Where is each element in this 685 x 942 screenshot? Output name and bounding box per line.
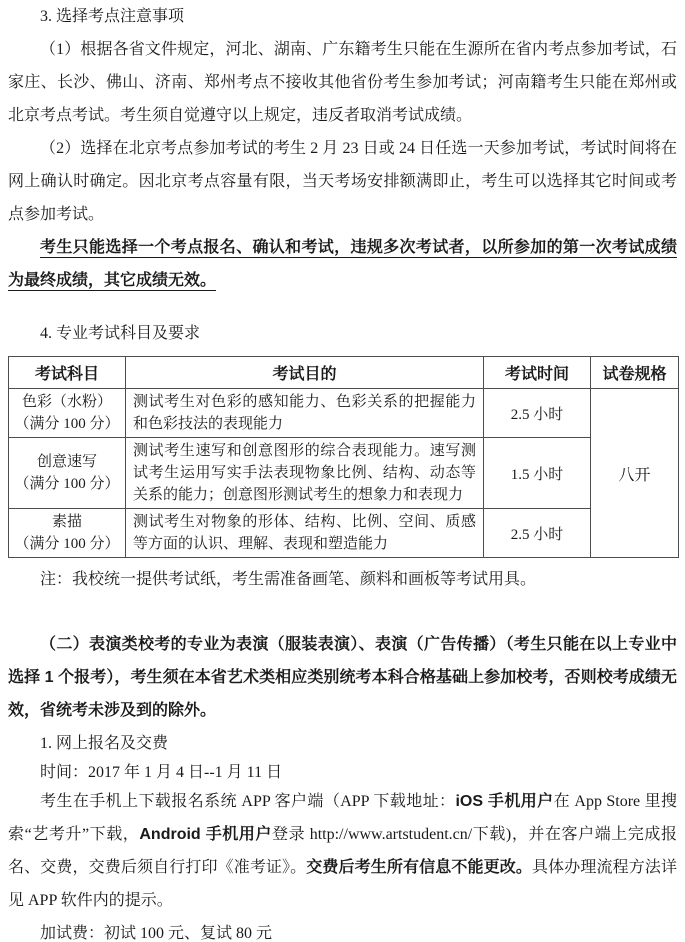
app-seg-appstore: 在 App Store 里搜索“艺考升”下载，: [8, 793, 677, 843]
subject-name: 创意速写: [36, 454, 97, 470]
purpose-cell-sketch-creative: 测试考生速写和创意图形的综合表现能力。速写测试考生运用写实手法表现物象比例、结构、动态等关系的能力；创意图形测试考生的想象力和表现力: [126, 438, 484, 509]
col-header-paper-spec: 试卷规格: [591, 357, 679, 389]
registration-heading: 1. 网上报名及交费: [40, 735, 169, 752]
app-seg-no-change-warning: 交费后考生所有信息不能更改。: [306, 859, 532, 876]
table-row-sketch-creative: [9, 438, 679, 509]
time-cell-color: 2.5 小时: [484, 389, 591, 438]
table-row-drawing: [9, 509, 679, 558]
app-seg-see-app-tips: 具体办理流程方法详见 APP 软件内的提示。: [8, 859, 677, 909]
fee-line: 加试费：初试 100 元、复试 80 元: [40, 925, 273, 942]
app-download-para: [8, 785, 677, 917]
col-header-exam-time: 考试时间: [484, 357, 591, 389]
para-province-site-rules: （1）根据各省文件规定，河北、湖南、广东籍考生只能在生源所在省内考点参加考试，石家庄、长沙、佛山、济南、郑州考点不接收其他省份考生参加考试；河南籍考生只能在郑州或北京考点考试。考生须自觉遵守以上规定，违反者取消考试成绩。: [8, 41, 677, 124]
subject-score: （满分 100 分）: [14, 416, 120, 432]
subject-cell-color: [9, 389, 126, 438]
app-seg-android-user: Android 手机用户: [139, 826, 272, 843]
subject-cell-drawing: [9, 509, 126, 558]
time-cell-sketch-creative: 1.5 小时: [484, 438, 591, 509]
col-header-exam-subject: 考试科目: [9, 357, 126, 389]
col-header-exam-purpose: 考试目的: [126, 357, 484, 389]
subject-name: 色彩（水粉）: [21, 394, 112, 410]
time-cell-drawing: 2.5 小时: [484, 509, 591, 558]
section-4-heading: 4. 专业考试科目及要求: [40, 325, 201, 342]
exam-subjects-table: [8, 356, 679, 558]
section-2-performance-para: （二）表演类校考的专业为表演（服装表演）、表演（广告传播）（考生只能在以上专业中选择 1 个报考），考生须在本省艺术类相应类别统考本科合格基础上参加校考，否则校考成绩无效，省统考未涉及到的除外。: [8, 636, 677, 719]
paper-spec-cell: 八开: [591, 389, 679, 558]
table-row-color: [9, 389, 679, 438]
table-header-row: [9, 357, 679, 389]
section-3-heading: 3. 选择考点注意事项: [40, 8, 185, 25]
app-seg-ios-user: iOS 手机用户: [455, 793, 554, 810]
para-beijing-site-rules: （2）选择在北京考点参加考试的考生 2 月 23 日或 24 日任选一天参加考试，考试时间将在网上确认时确定。因北京考点容量有限，当天考场安排额满即止，考生可以选择其它时间或考点参加考试。: [8, 140, 677, 223]
registration-time: 时间：2017 年 1 月 4 日--1 月 11 日: [40, 764, 283, 781]
purpose-cell-color: 测试考生对色彩的感知能力、色彩关系的把握能力和色彩技法的表现能力: [126, 389, 484, 438]
table-note: 注：我校统一提供考试纸，考生需准备画笔、颜料和画板等考试用具。: [40, 571, 537, 588]
app-seg-url-and-print: 登录 http://www.artstudent.cn/下载)，并在客户端上完成报名、交费，交费后须自行打印《准考证》。: [8, 826, 677, 876]
purpose-cell-drawing: 测试考生对物象的形体、结构、比例、空间、质感等方面的认识、理解、表现和塑造能力: [126, 509, 484, 558]
subject-score: （满分 100 分）: [14, 536, 120, 552]
subject-cell-sketch-creative: [9, 438, 126, 509]
subject-score: （满分 100 分）: [14, 476, 120, 492]
para-single-site-warning: 考生只能选择一个考点报名、确认和考试，违规多次考试者，以所参加的第一次考试成绩为最终成绩，其它成绩无效。: [8, 239, 677, 289]
app-seg-intro: 考生在手机上下载报名系统 APP 客户端（APP 下载地址：: [40, 793, 456, 810]
subject-name: 素描: [51, 514, 82, 530]
